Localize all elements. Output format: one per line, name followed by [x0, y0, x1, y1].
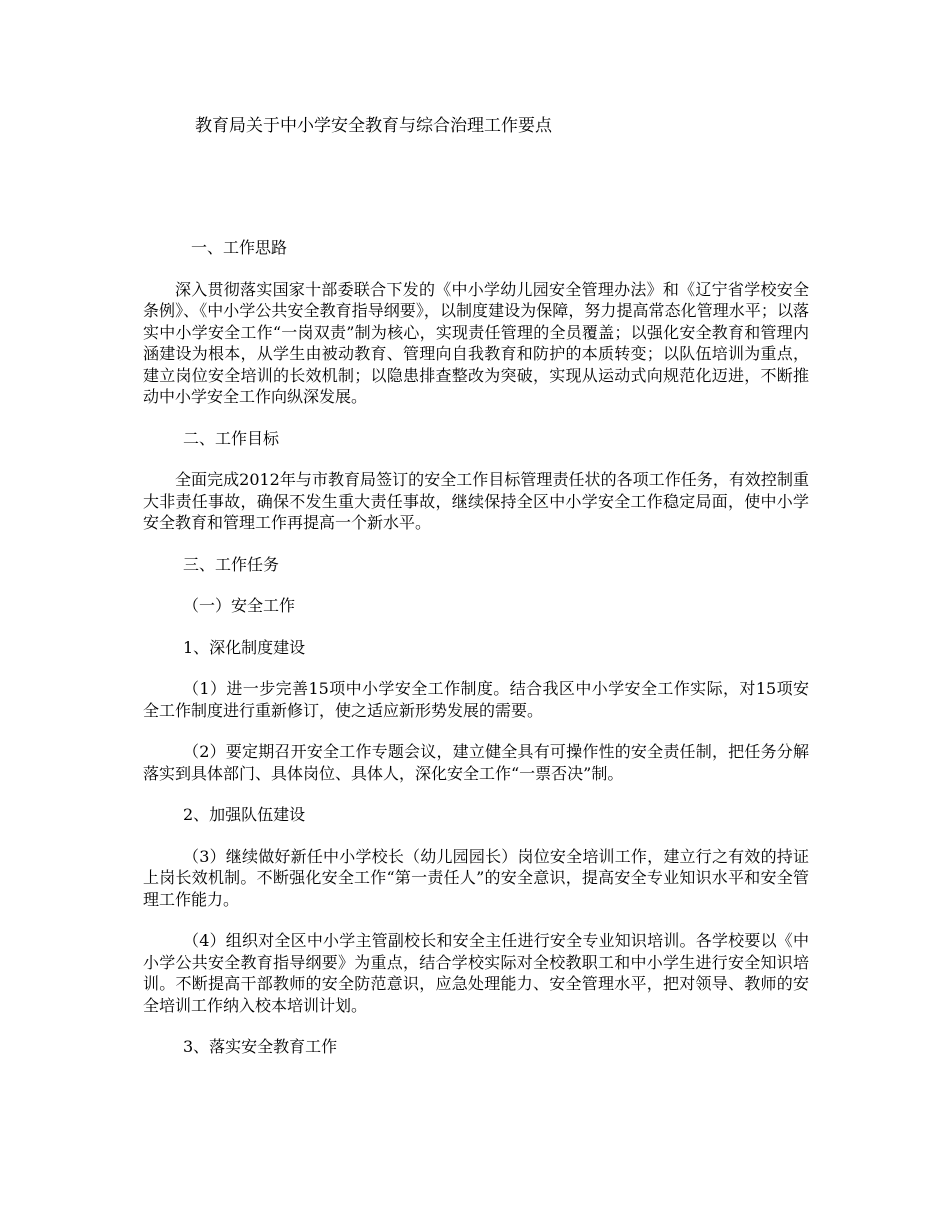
paragraph: 深入贯彻落实国家十部委联合下发的《中小学幼儿园安全管理办法》和《辽宁省学校安全条例》、《中小学公共安全教育指导纲要》，以制度建设为保障，努力提高常态化管理水平；以落实中小学安全工作“一岗双责”制为核心，实现责任管理的全员覆盖；以强化安全教育和管理内涵建设为根本，从学生由被动教育、管理向自我教育和防护的本质转变；以队伍培训为重点，建立岗位安全培训的长效机制；以隐患排查整改为突破，实现从运动式向规范化迈进，不断推动中小学安全工作向纵深发展。: [143, 279, 809, 406]
section-heading: 2、加强队伍建设: [183, 805, 306, 824]
paragraph: （3）继续做好新任中小学校长（幼儿园园长）岗位安全培训工作，建立行之有效的持证上岗长效机制。不断强化安全工作“第一责任人”的安全意识，提高安全专业知识水平和安全管理工作能力。: [143, 846, 809, 909]
section-heading: 三、工作任务: [183, 554, 280, 574]
section-heading: 3、落实安全教育工作: [183, 1037, 338, 1056]
section-heading: 1、深化制度建设: [183, 637, 306, 657]
paragraph: （1）进一步完善15项中小学安全工作制度。结合我区中小学安全工作实际，对15项安全工作制度进行重新修订，使之适应新形势发展的需要。: [143, 679, 809, 720]
paragraph: 全面完成2012年与市教育局签订的安全工作目标管理责任状的各项工作任务，有效控制重大非责任事故，确保不发生重大责任事故，继续保持全区中小学安全工作稳定局面，使中小学安全教育和管理工作再提高一个新水平。: [143, 470, 809, 532]
paragraph: （2）要定期召开安全工作专题会议，建立健全具有可操作性的安全责任制，把任务分解落实到具体部门、具体岗位、具体人，深化安全工作“一票否决”制。: [143, 742, 809, 783]
document-body: [143, 237, 809, 1078]
document-title: 教育局关于中小学安全教育与综合治理工作要点: [195, 116, 552, 136]
section-heading: 二、工作目标: [183, 428, 280, 448]
section-heading: （一）安全工作: [183, 596, 296, 615]
paragraph: （4）组织对全区中小学主管副校长和安全主任进行安全专业知识培训。各学校要以《中小学公共安全教育指导纲要》为重点，结合学校实际对全校教职工和中小学生进行安全知识培训。不断提高干部教师的安全防范意识，应急处理能力、安全管理水平，把对领导、教师的安全培训工作纳入校本培训计划。: [143, 931, 809, 1015]
section-heading: 一、工作思路: [191, 238, 288, 257]
